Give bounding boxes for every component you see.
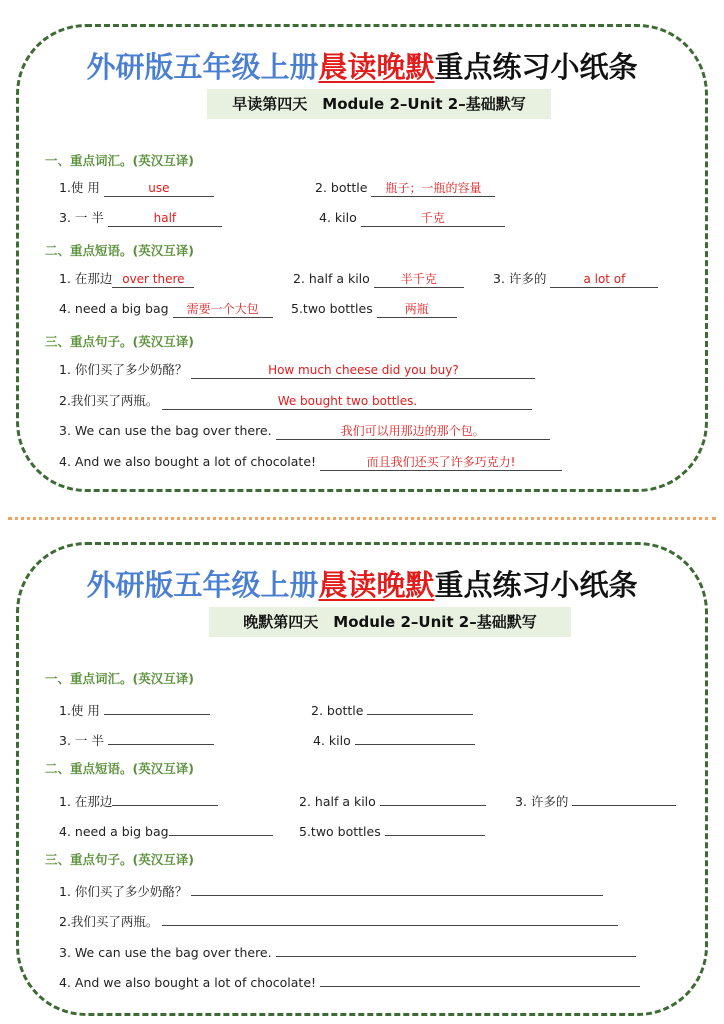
section-sentences-heading: 三、重点句子。(英汉互译) <box>45 334 194 349</box>
answer-blank: How much cheese did you buy? <box>191 362 535 379</box>
sentence-item: 2.我们买了两瓶。 <box>59 909 618 931</box>
answer-blank: 两瓶 <box>377 301 457 318</box>
answer-blank: 而且我们还买了许多巧克力! <box>320 454 562 471</box>
phrase-item: 2. half a kilo 半千克 <box>293 270 464 288</box>
sentence-item: 1. 你们买了多少奶酪？ How much cheese did you buy? <box>59 361 535 379</box>
phrase-item: 1. 在那边 <box>59 789 218 811</box>
vocab-item: 4. kilo <box>313 728 475 750</box>
answer-blank: 千克 <box>361 210 505 227</box>
sheet-title: 外研版五年级上册晨读晚默重点练习小纸条 <box>86 50 638 84</box>
answer-blank[interactable] <box>191 879 603 896</box>
morning-reading-card <box>16 24 708 492</box>
vocab-item: 3. 一 半 half <box>59 209 222 227</box>
answer-blank: 需要一个大包 <box>173 301 273 318</box>
answer-blank[interactable] <box>104 698 210 715</box>
answer-blank[interactable] <box>276 940 636 957</box>
sentence-item: 2.我们买了两瓶。 We bought two bottles. <box>59 392 532 410</box>
answer-blank[interactable] <box>367 698 473 715</box>
answer-blank: use <box>104 180 214 197</box>
sentence-item: 3. We can use the bag over there. 我们可以用那边的那个包。 <box>59 422 550 440</box>
answer-blank: a lot of <box>550 271 658 288</box>
sheet-title: 外研版五年级上册晨读晚默重点练习小纸条 <box>86 568 638 602</box>
vocab-item: 1.使 用 use <box>59 179 214 197</box>
answer-blank[interactable] <box>108 728 214 745</box>
answer-blank[interactable] <box>169 819 273 836</box>
phrase-item: 2. half a kilo <box>299 789 486 811</box>
answer-blank: 我们可以用那边的那个包。 <box>276 423 550 440</box>
phrase-item: 4. need a big bag <box>59 819 273 841</box>
vocab-item: 3. 一 半 <box>59 728 214 750</box>
sentence-item: 4. And we also bought a lot of chocolate! <box>59 970 640 992</box>
sheet-subtitle: 早读第四天 Module 2–Unit 2–基础默写 <box>207 89 551 119</box>
vocab-item: 2. bottle 瓶子；一瓶的容量 <box>315 179 495 197</box>
answer-blank: half <box>108 210 222 227</box>
vocab-item: 1.使 用 <box>59 698 210 720</box>
sentence-item: 4. And we also bought a lot of chocolate! 而且我们还买了许多巧克力! <box>59 453 562 471</box>
answer-blank[interactable] <box>380 789 486 806</box>
sheet-subtitle: 晚默第四天 Module 2–Unit 2–基础默写 <box>209 607 571 637</box>
answer-blank: We bought two bottles. <box>162 393 532 410</box>
vocab-item: 4. kilo 千克 <box>319 209 505 227</box>
evening-dictation-card <box>16 542 708 1016</box>
phrase-item: 5.two bottles <box>299 819 485 841</box>
phrase-item: 3. 许多的 a lot of <box>493 270 658 288</box>
section-phrases-heading: 二、重点短语。(英汉互译) <box>45 243 194 258</box>
section-vocab-heading: 一、重点词汇。(英汉互译) <box>45 671 194 686</box>
phrase-item: 5.two bottles 两瓶 <box>291 300 457 318</box>
answer-blank: 瓶子；一瓶的容量 <box>371 180 495 197</box>
answer-blank[interactable] <box>162 909 618 926</box>
answer-blank: 半千克 <box>374 271 464 288</box>
answer-blank[interactable] <box>572 789 676 806</box>
cut-line <box>8 517 716 520</box>
vocab-item: 2. bottle <box>311 698 473 720</box>
answer-blank[interactable] <box>320 970 640 987</box>
answer-blank: over there <box>112 271 194 288</box>
phrase-item: 4. need a big bag 需要一个大包 <box>59 300 273 318</box>
section-sentences-heading: 三、重点句子。(英汉互译) <box>45 852 194 867</box>
sentence-item: 1. 你们买了多少奶酪？ <box>59 879 603 901</box>
phrase-item: 1. 在那边 over there <box>59 270 194 288</box>
phrase-item: 3. 许多的 <box>515 789 676 811</box>
answer-blank[interactable] <box>112 789 218 806</box>
answer-blank[interactable] <box>355 728 475 745</box>
section-vocab-heading: 一、重点词汇。(英汉互译) <box>45 153 194 168</box>
answer-blank[interactable] <box>385 819 485 836</box>
section-phrases-heading: 二、重点短语。(英汉互译) <box>45 761 194 776</box>
sentence-item: 3. We can use the bag over there. <box>59 940 636 962</box>
